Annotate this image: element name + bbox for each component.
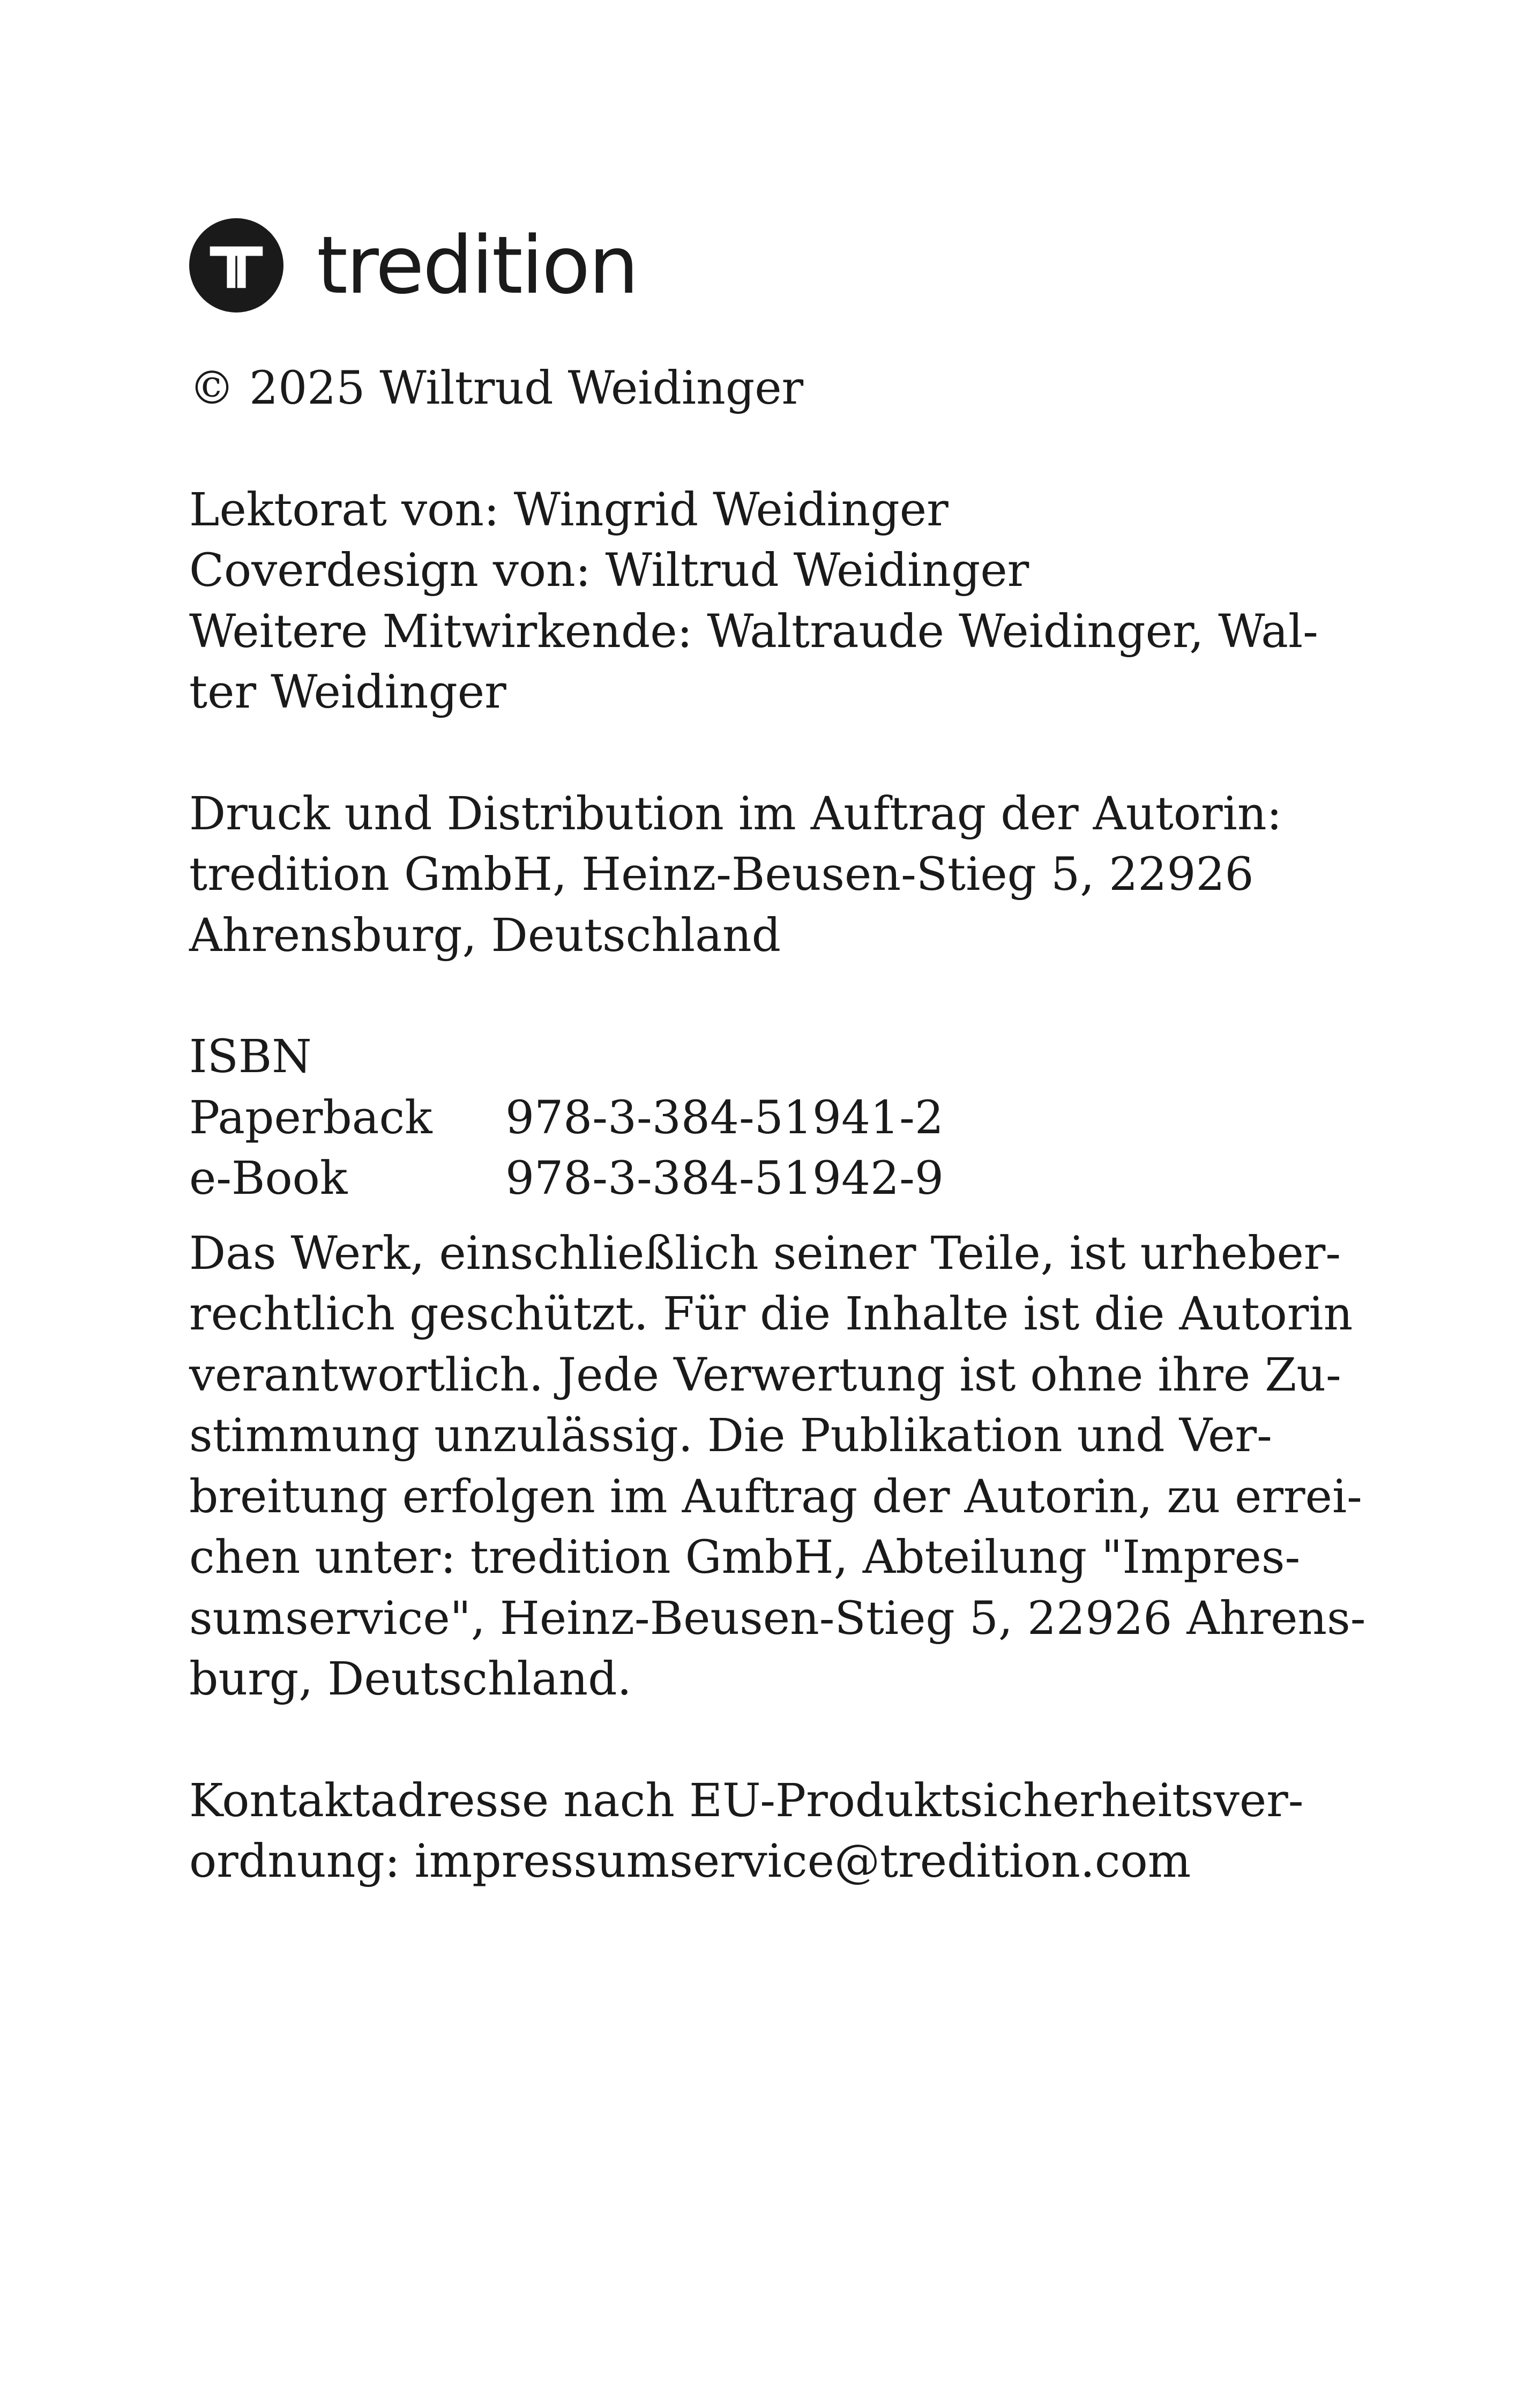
tredition-logo-icon [189, 218, 283, 313]
legal-line: sumservice", Heinz-Beusen-Stieg 5, 22926 Ahrens- [189, 1592, 1366, 1645]
isbn-number: 978-3-384-51941-2 [505, 1091, 944, 1144]
credits-line: ter Weidinger [189, 666, 506, 719]
isbn-number: 978-3-384-51942-9 [505, 1152, 944, 1205]
legal-line: burg, Deutschland. [189, 1653, 632, 1706]
contact-line: Kontaktadresse nach EU-Produktsicherheitsver- [189, 1774, 1304, 1827]
contact-block [189, 1771, 1336, 1892]
legal-line: verantwortlich. Jede Verwertung ist ohne ihre Zu- [189, 1348, 1341, 1402]
print-line: Ahrensburg, Deutschland [189, 909, 781, 962]
print-line: tredition GmbH, Heinz-Beusen-Stieg 5, 22926 [189, 848, 1254, 901]
legal-line: chen unter: tredition GmbH, Abteilung "Impres- [189, 1531, 1301, 1584]
legal-line: rechtlich geschützt. Für die Inhalte ist die Autorin [189, 1288, 1353, 1341]
publisher-logo [189, 214, 1336, 316]
legal-line: stimmung unzulässig. Die Publikation und Ver- [189, 1409, 1272, 1462]
print-distribution-block [189, 784, 1336, 967]
imprint-page [189, 214, 1366, 1892]
legal-line: Das Werk, einschließlich seiner Teile, ist urheber- [189, 1227, 1341, 1280]
legal-notice [189, 1223, 1366, 1710]
copyright-line [189, 358, 1336, 419]
credits-block [189, 480, 1336, 723]
isbn-row [189, 1148, 1336, 1209]
credits-line: Coverdesign von: Wiltrud Weidinger [189, 544, 1029, 597]
publisher-name: tredition [317, 219, 638, 311]
credits-line: Weitere Mitwirkende: Waltraude Weidinger, Wal- [189, 605, 1318, 658]
isbn-format: Paperback [189, 1091, 432, 1144]
legal-line: breitung erfolgen im Auftrag der Autorin, zu errei- [189, 1470, 1362, 1523]
isbn-heading: ISBN [189, 1030, 312, 1083]
contact-line: ordnung: impressumservice@tredition.com [189, 1835, 1191, 1888]
print-line: Druck und Distribution im Auftrag der Autorin: [189, 787, 1282, 841]
isbn-format: e-Book [189, 1152, 348, 1205]
isbn-block [189, 1027, 1336, 1209]
copyright-text: © 2025 Wiltrud Weidinger [189, 362, 804, 415]
credits-line: Lektorat von: Wingrid Weidinger [189, 483, 949, 537]
isbn-row [189, 1088, 1336, 1149]
